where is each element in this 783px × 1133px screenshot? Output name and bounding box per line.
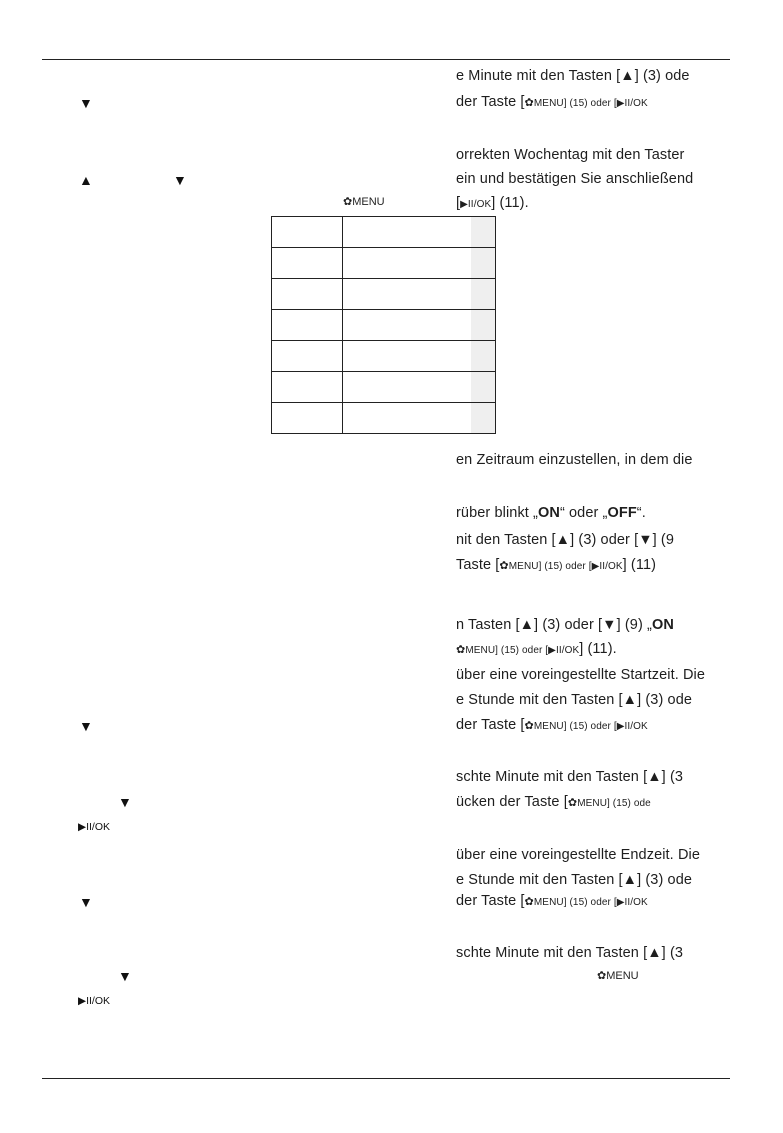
- play-ok-icon: ▶II/OK: [616, 98, 648, 109]
- text-line: der Taste [✿MENU] (15) oder [▶II/OK: [456, 94, 648, 110]
- play-ok-icon: ▶II/OK: [78, 821, 110, 833]
- play-ok-icon: ▶II/OK: [616, 897, 648, 908]
- text-line: rüber blinkt „ON“ oder „OFF“.: [456, 505, 646, 521]
- text-line: ücken der Taste [✿MENU] (15) ode: [456, 794, 651, 810]
- gear-icon: ✿: [524, 896, 534, 908]
- down-arrow-icon: ▼: [173, 172, 187, 188]
- text-line: ✿MENU] (15) oder [▶II/OK] (11).: [456, 641, 617, 657]
- text-line: nit den Tasten [▲] (3) oder [▼] (9: [456, 532, 675, 548]
- header-rule: [42, 59, 730, 60]
- menu-key-label: ✿MENU: [597, 970, 639, 982]
- down-arrow-icon: ▼: [79, 718, 93, 734]
- weekday-table: [271, 216, 496, 434]
- play-ok-icon: ▶II/OK: [78, 995, 110, 1007]
- gear-icon: ✿: [524, 97, 534, 109]
- text-line: e Stunde mit den Tasten [▲] (3) ode: [456, 692, 693, 708]
- gear-icon: ✿: [567, 797, 578, 809]
- text-line: der Taste [✿MENU] (15) oder [▶II/OK: [456, 893, 648, 909]
- text-line: en Zeitraum einzustellen, in dem die: [456, 452, 693, 468]
- gear-icon: ✿: [343, 196, 353, 208]
- table-row: [272, 310, 496, 341]
- text-line: [▶II/OK] (11).: [456, 195, 529, 211]
- menu-key-label: ✿MENU: [343, 196, 385, 208]
- down-arrow-icon: ▼: [118, 794, 132, 810]
- play-ok-icon: ▶II/OK: [591, 561, 623, 572]
- text-line: e Minute mit den Tasten [▲] (3) ode: [456, 68, 690, 84]
- gear-icon: ✿: [597, 970, 607, 982]
- text-line: n Tasten [▲] (3) oder [▼] (9) „ON: [456, 617, 674, 633]
- gear-icon: ✿: [499, 560, 509, 572]
- text-line: Taste [✿MENU] (15) oder [▶II/OK] (11): [456, 557, 657, 573]
- text-line: schte Minute mit den Tasten [▲] (3: [456, 945, 684, 961]
- text-line: schte Minute mit den Tasten [▲] (3: [456, 769, 684, 785]
- text-line: über eine voreingestellte Startzeit. Die: [456, 667, 706, 683]
- down-arrow-icon: ▼: [79, 894, 93, 910]
- table-row: [272, 403, 496, 434]
- table-row: [272, 248, 496, 279]
- text-line: ein und bestätigen Sie anschließend: [456, 171, 694, 187]
- play-ok-icon: ▶II/OK: [460, 199, 492, 210]
- text-line: über eine voreingestellte Endzeit. Die: [456, 847, 700, 863]
- table-row: [272, 372, 496, 403]
- table-row: [272, 217, 496, 248]
- text-line: e Stunde mit den Tasten [▲] (3) ode: [456, 872, 693, 888]
- gear-icon: ✿: [456, 644, 466, 656]
- up-arrow-icon: ▲: [79, 172, 93, 188]
- table-row: [272, 341, 496, 372]
- play-ok-icon: ▶II/OK: [616, 721, 648, 732]
- text-line: der Taste [✿MENU] (15) oder [▶II/OK: [456, 717, 648, 733]
- gear-icon: ✿: [524, 720, 534, 732]
- footer-rule: [42, 1078, 730, 1079]
- down-arrow-icon: ▼: [118, 968, 132, 984]
- down-arrow-icon: ▼: [79, 95, 93, 111]
- table-row: [272, 279, 496, 310]
- play-ok-icon: ▶II/OK: [548, 645, 580, 656]
- text-line: orrekten Wochentag mit den Taster: [456, 147, 685, 163]
